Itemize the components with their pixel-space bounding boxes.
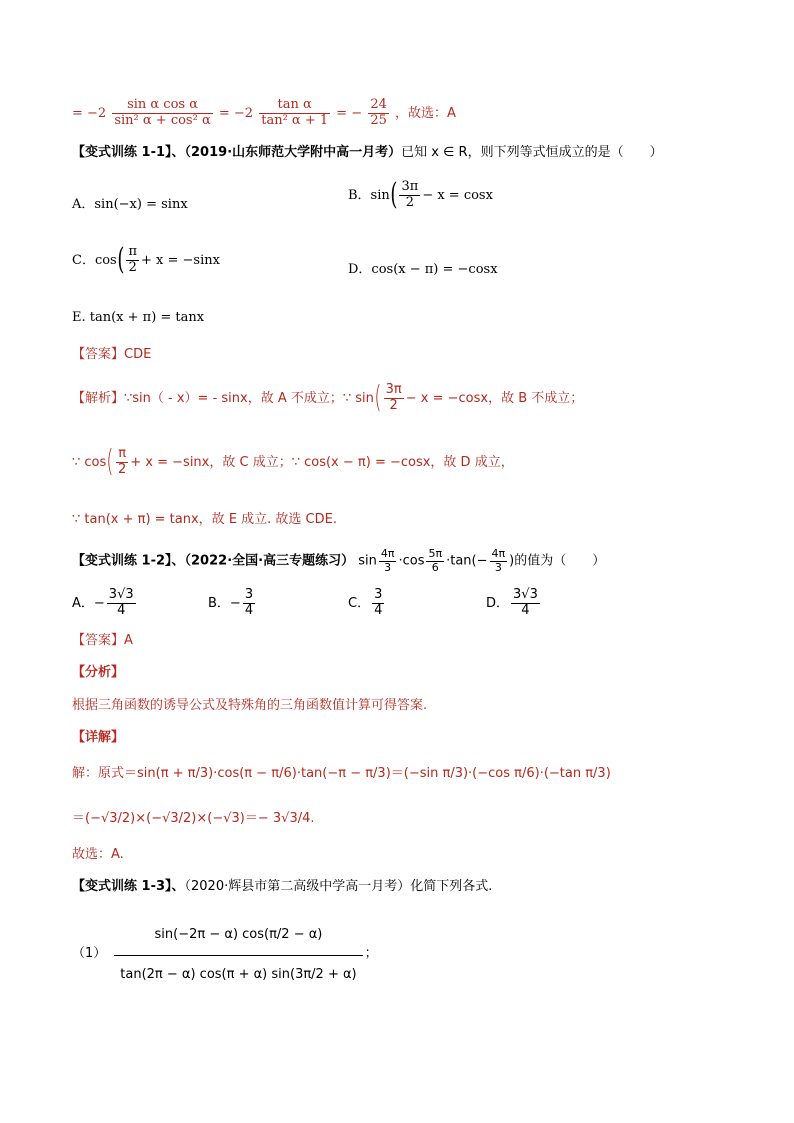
frac-num: 4π <box>380 547 395 560</box>
frac-den: 2 <box>405 194 415 210</box>
frac-den: sin² α + cos² α <box>114 112 211 128</box>
stem-sin: sin <box>358 553 377 569</box>
option-b-tail: − x = cosx <box>422 187 493 203</box>
frac-3pi-2 <box>399 180 420 211</box>
equals-minus: = − <box>336 105 363 121</box>
frac-den: tan(2π − α) cos(π + α) sin(3π/2 + α) <box>120 966 357 982</box>
answer-1-2 <box>72 634 133 647</box>
question-source: （2022·全国·高三专题练习） <box>184 553 355 569</box>
answer-1-1 <box>72 348 151 361</box>
frac-den: 4 <box>521 602 530 618</box>
stem-cos: ·cos <box>398 553 425 569</box>
frac-num: π <box>116 447 128 463</box>
frac-num: sin α cos α <box>112 98 212 114</box>
question-tag: 【变式训练 1-1】、 <box>72 145 185 160</box>
frac-num: 3 <box>374 587 383 602</box>
option-label: D． <box>486 595 510 611</box>
item-label: （1） <box>72 945 107 961</box>
option-c-label: C．cos <box>72 252 117 268</box>
frac-num: sin(−2π − α) cos(π/2 − α) <box>114 920 362 956</box>
xiangjie-label <box>72 731 124 744</box>
option-b <box>208 588 257 619</box>
fraction-3 <box>368 98 389 129</box>
item-tail: ； <box>364 945 378 961</box>
frac-den: tan² α + 1 <box>261 112 329 128</box>
option-d <box>348 258 498 277</box>
stem-tail: )的值为（ ） <box>509 553 606 569</box>
fenxi-content <box>72 699 427 712</box>
question-tag: 【变式训练 1-2】、 <box>72 553 185 569</box>
frac-den: 2 <box>389 397 398 413</box>
question-text: 已知 x ∈ R，则下列等式恒成立的是（ ） <box>401 145 663 160</box>
option-d-text: D．cos(x − π) = −cosx <box>348 262 498 277</box>
analysis-text-a: ∵ cos <box>72 454 107 470</box>
question-1-2-stem <box>72 548 605 574</box>
question-1-1-stem <box>72 146 663 159</box>
xiangjie-text: 【详解】 <box>72 730 125 745</box>
item-fraction <box>114 920 362 987</box>
analysis-text-b: − x = −cosx，故 B 不成立； <box>405 390 584 406</box>
prefix: = −2 <box>72 105 107 121</box>
answer-text: 【答案】CDE <box>72 347 152 362</box>
option-fraction <box>107 588 136 619</box>
question-source: （2020·辉县市第二高级中学高一月考） <box>184 879 411 894</box>
choice-text: ，故选：A <box>395 105 456 121</box>
frac-num: 3√3 <box>108 587 134 602</box>
solution-text: 解：原式＝sin(π + π/3)·cos(π − π/6)·tan(−π − π/3)＝(−sin π/3)·(−cos π/6)·(−tan π/3) <box>72 766 611 781</box>
option-a-text: A．sin(−x) = sinx <box>72 197 188 212</box>
analysis-label: 【解析】 <box>72 390 125 406</box>
analysis-line-3 <box>72 513 337 526</box>
option-b: B．sin( $\frac{3\pi}{2}$ − x = cosx <box>348 177 493 213</box>
frac-pi-2 <box>126 245 139 276</box>
solution-line-2 <box>72 812 315 825</box>
option-a <box>72 588 138 619</box>
choose-line <box>72 848 124 861</box>
frac-4pi-3 <box>490 548 508 574</box>
frac-den: 2 <box>118 461 127 477</box>
fenxi-label <box>72 666 124 679</box>
analysis-text: ∵ tan(x + π) = tanx，故 E 成立. 故选 CDE. <box>72 512 337 527</box>
option-c: C．cos( $\frac{\pi}{2}$ + x = −sinx <box>72 242 220 278</box>
question-tag: 【变式训练 1-3】、 <box>72 879 185 894</box>
item-1 <box>72 920 378 987</box>
option-label: A．− <box>72 595 105 611</box>
stem-tan: ·tan(− <box>446 553 488 569</box>
frac-den: 4 <box>244 602 254 618</box>
option-c-tail: + x = −sinx <box>141 252 220 268</box>
frac-den: 2 <box>128 259 137 275</box>
option-b-label: B．sin <box>348 187 390 203</box>
option-fraction <box>511 588 540 619</box>
solution-line-1 <box>72 767 611 780</box>
option-fraction <box>243 588 255 619</box>
frac-num: 5π <box>428 547 443 560</box>
frac-num: π <box>128 244 137 259</box>
fraction-2 <box>259 98 330 129</box>
frac-den: 4 <box>117 602 126 618</box>
frac-den: 4 <box>374 602 383 618</box>
option-a <box>72 193 188 212</box>
solution-continuation-line <box>72 98 456 129</box>
question-text: 化简下列各式. <box>410 879 493 894</box>
frac-den: 6 <box>431 560 439 574</box>
solution-text: ＝(−√3/2)×(−√3/2)×(−√3)＝− 3√3/4. <box>72 811 315 826</box>
frac-den: 3 <box>494 560 502 574</box>
frac-5pi-6 <box>426 548 444 574</box>
analysis-line-2: ∵ cos( $\frac{\pi}{2}$ + x = −sinx，故 C 成立；∵ cos(x − π) = −cosx，故 D 成立， <box>72 444 514 480</box>
frac-pi-2 <box>116 447 128 478</box>
equals: = −2 <box>218 105 254 121</box>
question-source: （2019·山东师范大学附中高一月考） <box>184 145 402 160</box>
analysis-text-b: + x = −sinx，故 C 成立；∵ cos(x − π) = −cosx，故 D 成立， <box>130 454 514 470</box>
frac-den: 25 <box>370 112 387 128</box>
fenxi-content-text: 根据三角函数的诱导公式及特殊角的三角函数值计算可得答案. <box>72 698 428 713</box>
fenxi-text: 【分析】 <box>72 665 125 680</box>
analysis-line-1: 【解析】∵sin（ - x）= - sinx，故 A 不成立；∵ sin( $\frac{3\pi}{2}$ − x = −cosx，故 B 不成立； <box>72 380 584 416</box>
choose-text: 故选：A. <box>72 847 124 862</box>
frac-num: 3√3 <box>513 587 538 602</box>
option-e <box>72 310 204 325</box>
option-d <box>486 588 542 619</box>
frac-num: 24 <box>370 97 387 112</box>
frac-num: 3 <box>244 587 254 602</box>
frac-num: tan α <box>259 98 330 114</box>
fraction-1 <box>112 98 212 129</box>
option-label: B．− <box>208 595 241 611</box>
frac-num: 4π <box>491 547 506 560</box>
option-fraction <box>372 588 384 619</box>
question-1-3-stem <box>72 880 492 893</box>
frac-num: 3π <box>401 179 419 194</box>
frac-3pi-2 <box>384 383 404 414</box>
analysis-text-a: ∵sin（ - x）= - sinx，故 A 不成立；∵ sin <box>124 390 374 406</box>
frac-den: 3 <box>384 560 392 574</box>
frac-4pi-3 <box>379 548 397 574</box>
option-c <box>348 588 386 619</box>
frac-num: 3π <box>385 382 402 397</box>
option-e-text: E. tan(x + π) = tanx <box>72 310 205 325</box>
answer-text: 【答案】A <box>72 633 133 648</box>
option-label: C． <box>348 595 371 611</box>
